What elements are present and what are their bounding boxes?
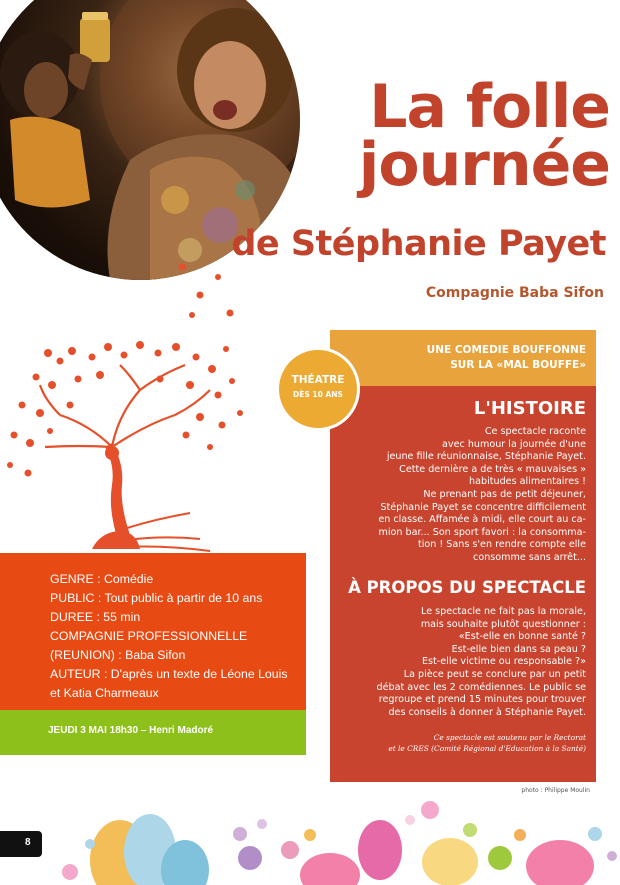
page-number: 8 [25,837,31,848]
badge-genre: THÉATRE [291,374,345,386]
page-number-tab [0,831,42,857]
company-name: Compagnie Baba Sifon [425,285,604,301]
info-auteur-2: et Katia Charmeaux [50,686,159,700]
tagline-box [330,330,596,386]
tagline [346,343,586,373]
propos-text: Le spectacle ne fait pas la morale, mais souhaite plutôt questionner : «Est-elle en bonne santé ? Est-elle bien dans sa peau ? Est-elle victime ou responsable ?» La pièce peut se conclure par un petit débat avec les 2 comédiennes. Le public se regroupe et prend 15 minutes pour trouver des conseils à donner à Stéphanie Payet. [376,606,586,718]
flower-accent [170,255,260,325]
tree-illustration [0,335,310,555]
propos-heading: À PROPOS DU SPECTACLE [348,578,586,597]
age-badge [276,347,360,431]
tagline-line-2: SUR LA «MAL BOUFFE» [450,359,586,371]
decorative-blobs [0,780,620,885]
date-bar [0,710,306,755]
title-line-2: journée [358,130,610,200]
info-genre: GENRE : Comédie [50,572,154,586]
title-line-1: La folle [369,72,610,142]
tagline-line-1: UNE COMEDIE BOUFFONNE [426,344,586,356]
info-auteur-1: AUTEUR : D'après un texte de Léone Louis [50,667,288,681]
photo-credit: photo : Philippe Moulin [521,787,590,794]
info-compagnie-1: COMPAGNIE PROFESSIONNELLE [50,629,248,643]
performance-date: JEUDI 3 MAI 18h30 – Henri Madoré [48,725,214,736]
histoire-heading: L'HISTOIRE [473,398,586,419]
histoire-text: Ce spectacle raconte avec humour la journée d'une jeune fille réunionnaise, Stéphanie Payet. Cette dernière a de très « mauvaises » habitudes alimentaires ! Ne prenant pas de petit déjeuner, Stéphanie Payet se concentre difficilement en classe. Affamée à midi, elle court au ca- mion bar... Son sport favori : la consomma- tion ! Sans s'en rendre compte elle consomme sans arrêt... [378,426,586,563]
support-note: Ce spectacle est soutenu par le Rectorat et le CRES (Comité Régional d'Education à la Santé) [388,733,586,753]
description-panel [330,386,596,782]
show-subtitle: de Stéphanie Payet [231,224,606,264]
info-compagnie-2: (REUNION) : Baba Sifon [50,648,186,662]
info-block [0,553,306,710]
show-title [300,72,610,200]
info-duree: DUREE : 55 min [50,610,141,624]
info-public: PUBLIC : Tout public à partir de 10 ans [50,591,263,605]
badge-age: DÈS 10 ANS [293,390,343,399]
